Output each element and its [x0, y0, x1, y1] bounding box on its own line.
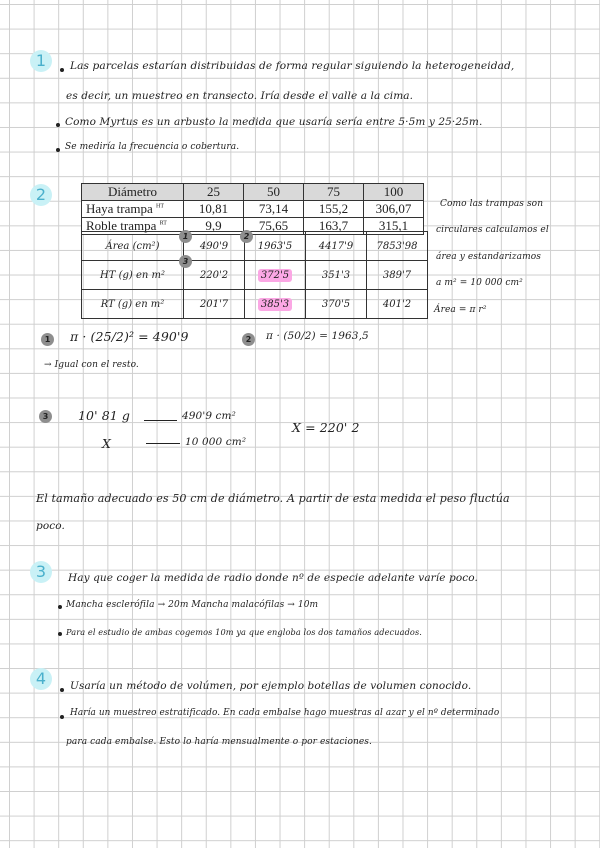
row-label: Roble trampa $^{RT}$ — [82, 218, 184, 235]
conclusion-line-1: El tamaño adecuado es 50 cm de diámetro. A partir de esta medida el peso fluctúa — [36, 492, 510, 505]
note-rest: → Igual con el resto. — [44, 360, 139, 370]
table-cell: 7853'98 — [367, 232, 428, 261]
table-header-cell: Diámetro — [82, 184, 184, 201]
table-header-cell: 50 — [244, 184, 304, 201]
table-cell: 73,14 — [244, 201, 304, 218]
rule-line — [146, 443, 180, 444]
table-header-cell: 25 — [184, 184, 244, 201]
side-note-line: área y estandarizamos — [436, 252, 541, 262]
rule-a: 10' 81 g — [78, 408, 130, 423]
data-table — [81, 183, 424, 235]
table-cell: 10,81 — [184, 201, 244, 218]
table-header-cell: 100 — [364, 184, 424, 201]
table-cell: 75,65 — [244, 218, 304, 235]
table-row — [82, 290, 428, 319]
highlighted-value: 372'5 — [258, 269, 292, 282]
step-marker: 2 — [240, 230, 253, 243]
side-note-line: Como las trampas son — [440, 199, 544, 209]
highlighted-value: 385'3 — [258, 298, 292, 311]
rule-c: X — [102, 436, 111, 451]
rule-line — [144, 420, 177, 421]
rule-d: 10 000 cm² — [185, 436, 247, 448]
handwritten-table — [81, 231, 428, 319]
table-cell: 4417'9 — [306, 232, 367, 261]
table-cell — [245, 290, 306, 319]
s1-bullet-1-cont: es decir, un muestreo en transecto. Iría desde el valle a la cima. — [66, 90, 414, 102]
conclusion-line-2: poco. — [36, 520, 65, 532]
table-cell: 389'7 — [367, 261, 428, 290]
table-row — [82, 201, 424, 218]
bullet — [56, 148, 60, 152]
bullet — [60, 688, 64, 692]
s1-bullet-3: Se mediría la frecuencia o cobertura. — [65, 142, 240, 152]
table-cell: 401'2 — [367, 290, 428, 319]
s3-bullet-1: Mancha esclerófila → 20m Mancha malacófilas → 10m — [66, 600, 319, 610]
row-label: Área (cm²) — [82, 232, 184, 261]
table-cell: 2 1963'5 — [245, 232, 306, 261]
table-cell: 155,2 — [304, 201, 364, 218]
step-marker: 3 — [39, 410, 52, 423]
section-number-1: 1 — [30, 50, 52, 72]
table-cell — [245, 261, 306, 290]
section-number-4: 4 — [30, 668, 52, 690]
s1-bullet-2: Como Myrtus es un arbusto la medida que usaría sería entre 5·5m y 25·25m. — [65, 116, 483, 128]
rule-b: 490'9 cm² — [182, 410, 236, 422]
side-note-line: Área = π r² — [434, 305, 487, 315]
rule-result: X = 220' 2 — [292, 420, 360, 435]
table-cell: 201'7 — [184, 290, 245, 319]
table-cell: 315,1 — [364, 218, 424, 235]
bullet — [58, 605, 62, 609]
row-label: HT (g) en m² — [82, 261, 184, 290]
s4-bullet-2: Haría un muestreo estratificado. En cada embalse hago muestras al azar y el nº determinado — [70, 708, 500, 718]
side-note-line: circulares calculamos el — [436, 225, 549, 235]
table-row — [82, 232, 428, 261]
step-marker: 2 — [242, 333, 255, 346]
s3-bullet-2: Para el estudio de ambas cogemos 10m ya que engloba los dos tamaños adecuados. — [66, 627, 422, 637]
s4-bullet-1: Usaría un método de volúmen, por ejemplo botellas de volumen conocido. — [70, 680, 472, 692]
bullet — [60, 715, 64, 719]
row-label: Haya trampa $^{HT}$ — [82, 201, 184, 218]
table-cell: 163,7 — [304, 218, 364, 235]
s1-bullet-1: Las parcelas estarían distribuidas de forma regular siguiendo la heterogeneidad, — [70, 60, 515, 72]
bullet — [58, 632, 62, 636]
table-cell: 9,9 — [184, 218, 244, 235]
side-note-line: a m² = 10 000 cm² — [436, 278, 523, 288]
calc-1: π · (25/2)² = 490'9 — [70, 329, 189, 344]
table-cell: 370'5 — [306, 290, 367, 319]
section-number-2: 2 — [30, 184, 52, 206]
calc-2: π · (50/2) = 1963,5 — [266, 330, 369, 342]
table-header-cell: 75 — [304, 184, 364, 201]
bullet — [60, 68, 64, 72]
s3-intro: Hay que coger la medida de radio donde nº de especie adelante varíe poco. — [68, 572, 478, 584]
step-marker: 1 — [179, 230, 192, 243]
table-row — [82, 261, 428, 290]
step-marker: 3 — [179, 255, 192, 268]
row-label: RT (g) en m² — [82, 290, 184, 319]
s4-bullet-2-cont: para cada embalse. Esto lo haría mensualmente o por estaciones. — [66, 737, 372, 747]
table-cell: 351'3 — [306, 261, 367, 290]
section-number-3: 3 — [30, 561, 52, 583]
bullet — [56, 123, 60, 127]
table-cell: 3 220'2 — [184, 261, 245, 290]
table-cell: 1 490'9 — [184, 232, 245, 261]
table-cell: 306,07 — [364, 201, 424, 218]
step-marker: 1 — [41, 333, 54, 346]
